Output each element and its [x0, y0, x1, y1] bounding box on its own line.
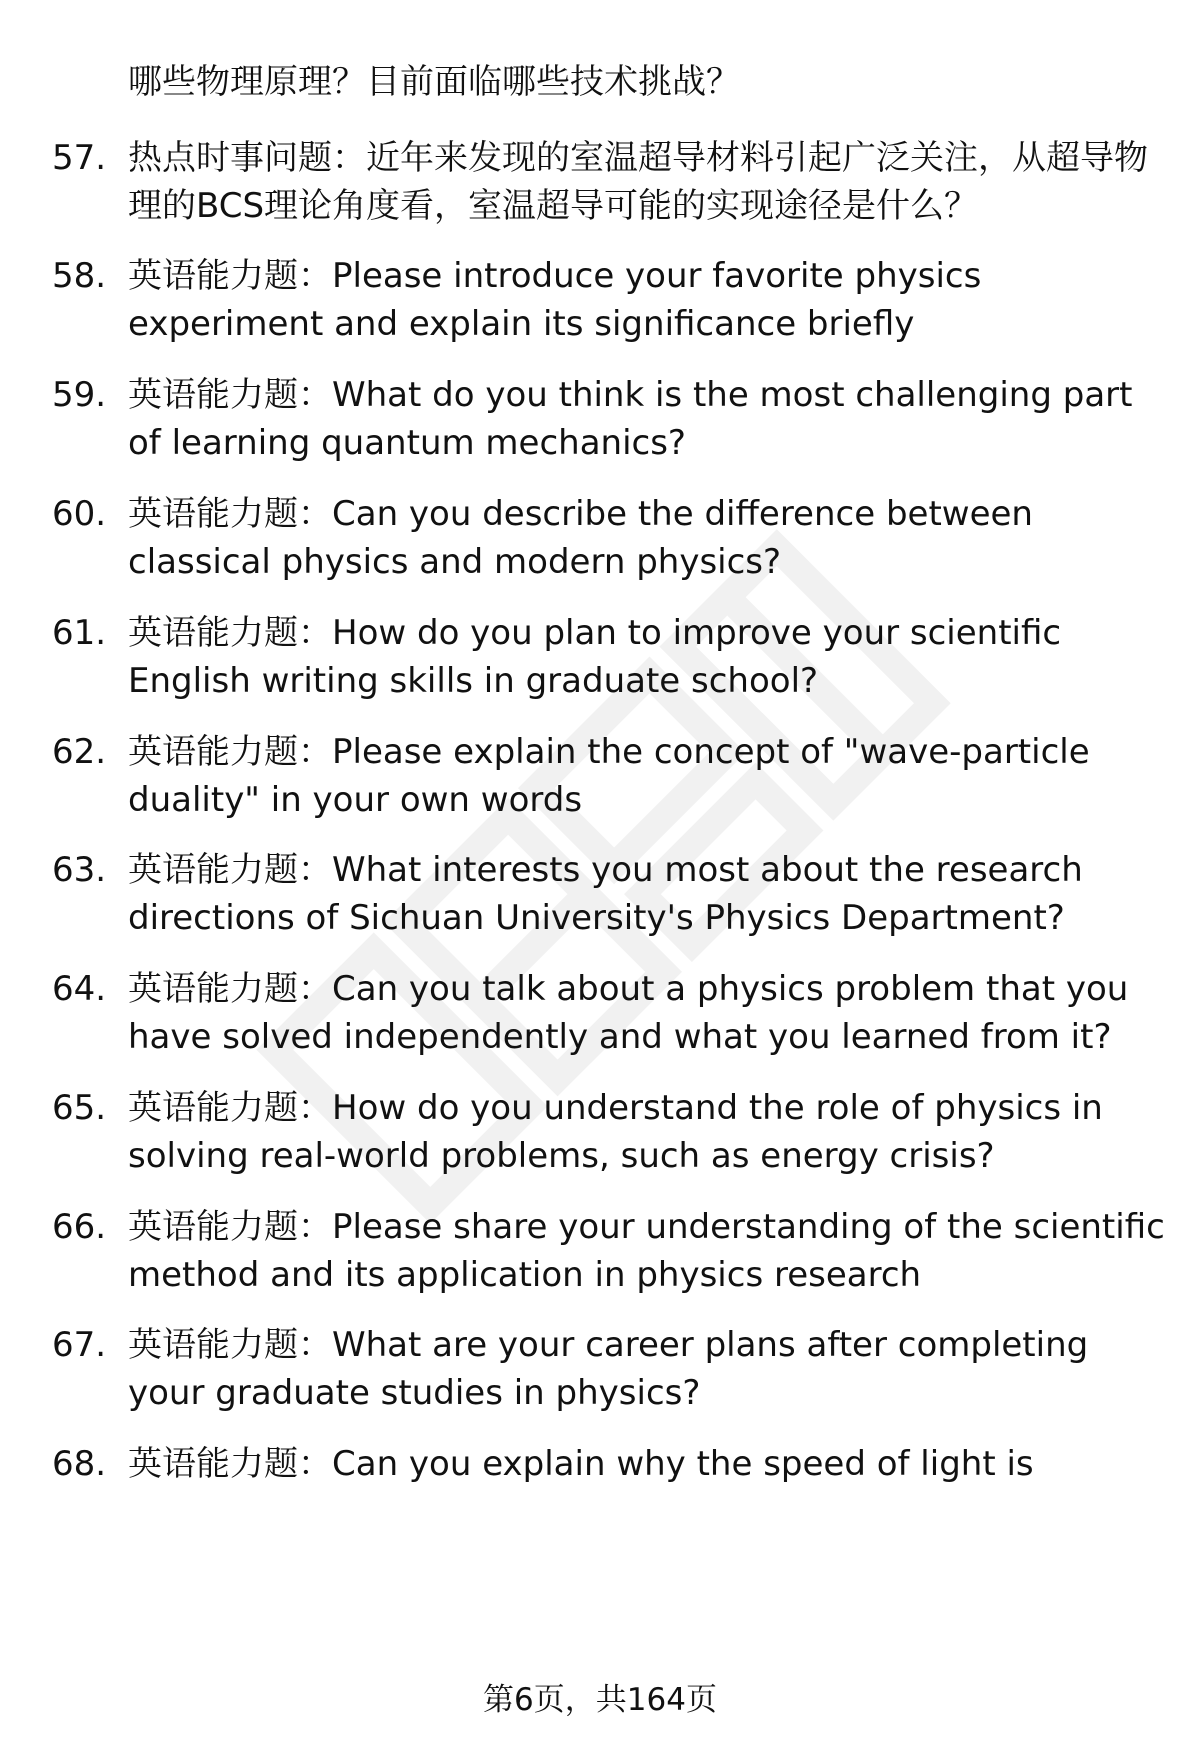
question-text: 英语能力题：How do you understand the role of physics in solving real-world problems, such as energy crisis? — [128, 1088, 1103, 1176]
question-number: 60. — [52, 494, 107, 534]
question-number: 61. — [52, 613, 107, 653]
question-text: 英语能力题：Please introduce your favorite physics experiment and explain its significance briefly — [128, 256, 982, 344]
question-number: 59. — [52, 375, 107, 415]
question-text: 英语能力题：Please share your understanding of the scientific method and its application in physics research — [128, 1207, 1165, 1295]
question-number: 67. — [52, 1325, 107, 1365]
question-number: 64. — [52, 969, 107, 1009]
question-number: 62. — [52, 732, 107, 772]
question-text: 英语能力题：How do you plan to improve your scientific English writing skills in graduate school? — [128, 613, 1062, 701]
question-number: 63. — [52, 850, 107, 890]
question-number: 58. — [52, 256, 107, 296]
question-text: 英语能力题：Can you talk about a physics problem that you have solved independently and what you learned from it? — [128, 969, 1129, 1057]
question-number: 66. — [52, 1207, 107, 1247]
question-text: 英语能力题：Can you describe the difference between classical physics and modern physics? — [128, 494, 1033, 582]
question-text: 热点时事问题：近年来发现的室温超导材料引起广泛关注，从超导物理的BCS理论角度看，室温超导可能的实现途径是什么？ — [128, 138, 1148, 226]
question-number: 65. — [52, 1088, 107, 1128]
question-number: 57. — [52, 138, 107, 178]
question-text: 英语能力题：What interests you most about the research directions of Sichuan University's Physics Department? — [128, 850, 1083, 938]
question-text: 英语能力题：Can you explain why the speed of light is — [128, 1444, 1034, 1484]
question-text: 英语能力题：Please explain the concept of "wave-particle duality" in your own words — [128, 732, 1090, 820]
question-text: 英语能力题：What are your career plans after completing your graduate studies in physics? — [128, 1325, 1089, 1413]
question-text: 英语能力题：What do you think is the most challenging part of learning quantum mechanics? — [128, 375, 1133, 463]
continuation-text: 哪些物理原理？目前面临哪些技术挑战？ — [128, 62, 740, 102]
page-footer: 第6页，共164页 — [483, 1682, 717, 1718]
question-number: 68. — [52, 1444, 107, 1484]
